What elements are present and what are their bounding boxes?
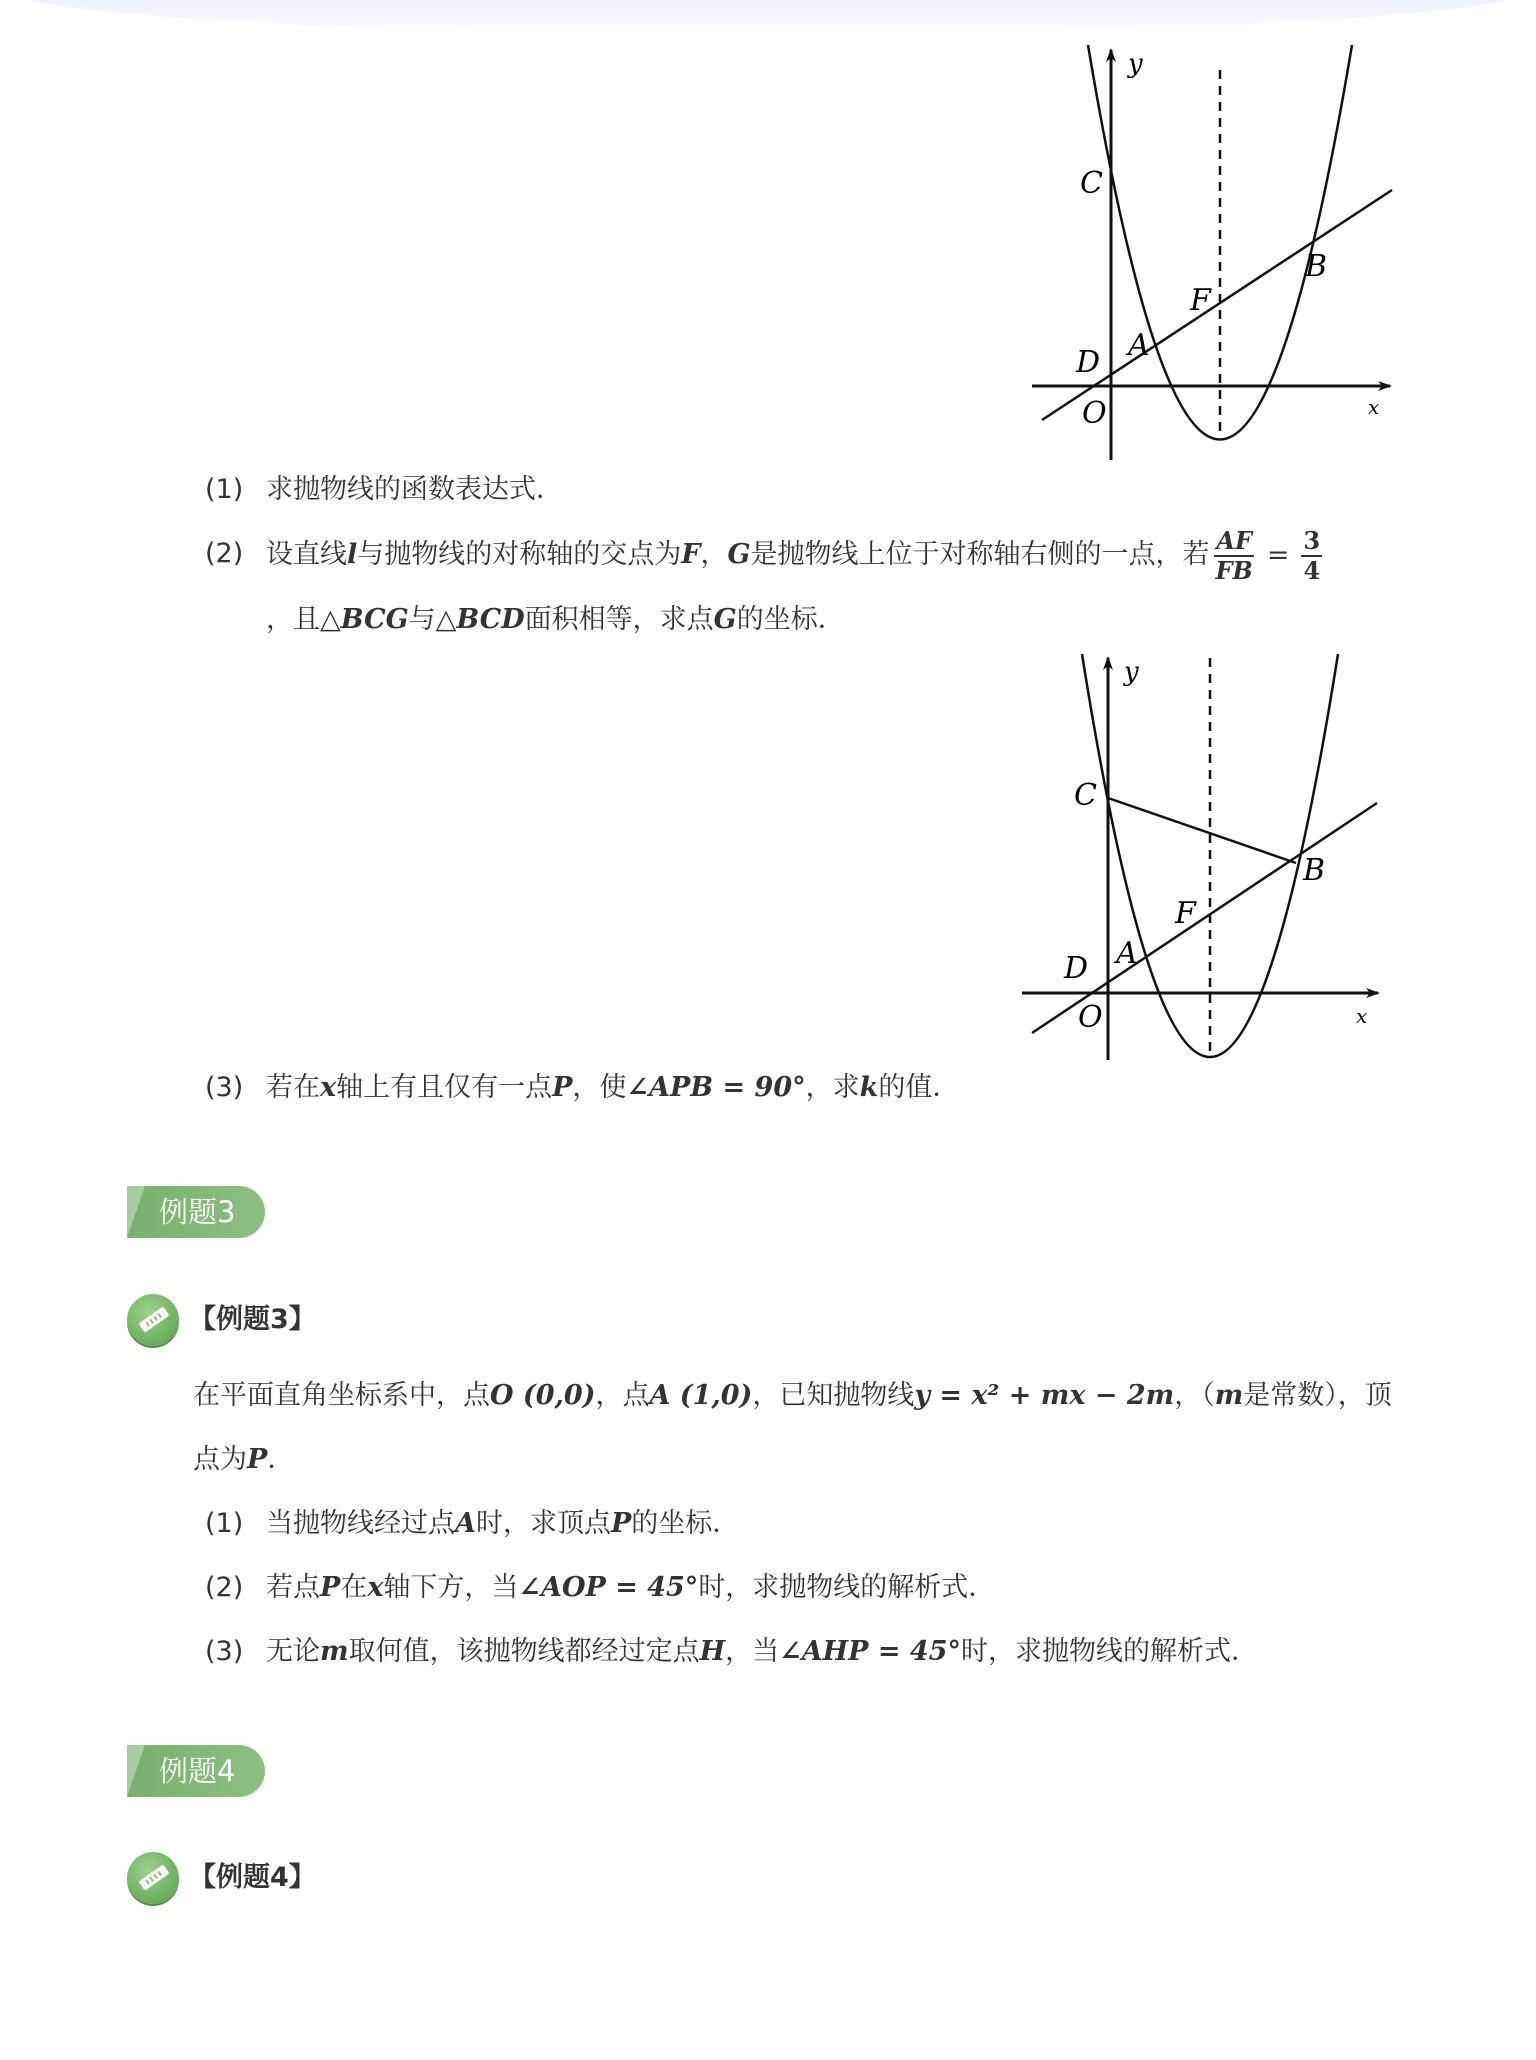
label-x: x: [1368, 395, 1380, 419]
label-A: A: [1116, 936, 1138, 971]
label-O: O: [1082, 396, 1107, 431]
header-band: [0, 0, 1536, 35]
ex3-question-2-text: 若点P在x轴下方，当∠AOP = 45°时，求抛物线的解析式．: [266, 1572, 996, 1603]
label-x: x: [1356, 1004, 1368, 1028]
label-O: O: [1078, 1000, 1103, 1035]
ex3-question-2-number: (2): [205, 1572, 244, 1603]
segment-CB: [1108, 798, 1296, 863]
question-2-line-1: 设直线l与抛物线的对称轴的交点为F，G是抛物线上位于对称轴右侧的一点，若 $\frac{AF}{FB}$ = $\frac{3}{4}$: [266, 525, 1321, 585]
section-tag-example-4: 例题4: [127, 1745, 265, 1797]
question-3-number: (3): [205, 1072, 244, 1103]
label-y: y: [1128, 49, 1143, 79]
label-F: F: [1175, 896, 1196, 931]
label-C: C: [1074, 778, 1097, 813]
example-3-stem-line-1: 在平面直角坐标系中，点O (0,0)，点A (1,0)，已知抛物线y = x² + mx − 2m，（m是常数），顶: [193, 1380, 1392, 1411]
label-A: A: [1128, 328, 1150, 363]
question-3-text: 若在x轴上有且仅有一点P，使∠APB = 90°，求k的值．: [266, 1072, 960, 1103]
question-2-number: (2): [205, 538, 244, 569]
section-tag-example-3: 例题3: [127, 1186, 265, 1238]
example-4-title: 【例题4】: [189, 1862, 316, 1893]
line-l: [1032, 803, 1377, 1033]
label-y: y: [1124, 657, 1139, 687]
fraction-af-fb: $\frac{AF}{FB}$: [1215, 525, 1253, 585]
label-F: F: [1190, 283, 1211, 318]
example-3-title: 【例题3】: [189, 1304, 316, 1335]
question-1-number: (1): [205, 474, 244, 505]
parabola-figure-1: [1030, 40, 1400, 470]
ex3-question-3-number: (3): [205, 1636, 244, 1667]
label-C: C: [1080, 166, 1103, 201]
label-D: D: [1064, 951, 1089, 986]
ex3-question-1-text: 当抛物线经过点A时，求顶点P的坐标．: [266, 1508, 740, 1539]
parabola-figure-2: [1020, 648, 1390, 1068]
question-1-text: 求抛物线的函数表达式．: [266, 474, 563, 505]
label-D: D: [1076, 345, 1101, 380]
example-3-stem-line-2: 点为P．: [193, 1444, 295, 1475]
ruler-pencil-icon: [127, 1852, 179, 1904]
label-B: B: [1303, 853, 1326, 888]
ex3-question-3-text: 无论m取何值，该抛物线都经过定点H，当∠AHP = 45°时，求抛物线的解析式．: [266, 1636, 1258, 1667]
ruler-pencil-icon: [127, 1294, 179, 1346]
label-B: B: [1305, 249, 1328, 284]
ex3-question-1-number: (1): [205, 1508, 244, 1539]
fraction-3-4: $\frac{3}{4}$: [1303, 525, 1321, 585]
question-2-line-2: ，且△BCG与△BCD面积相等，求点G的坐标．: [266, 604, 845, 635]
